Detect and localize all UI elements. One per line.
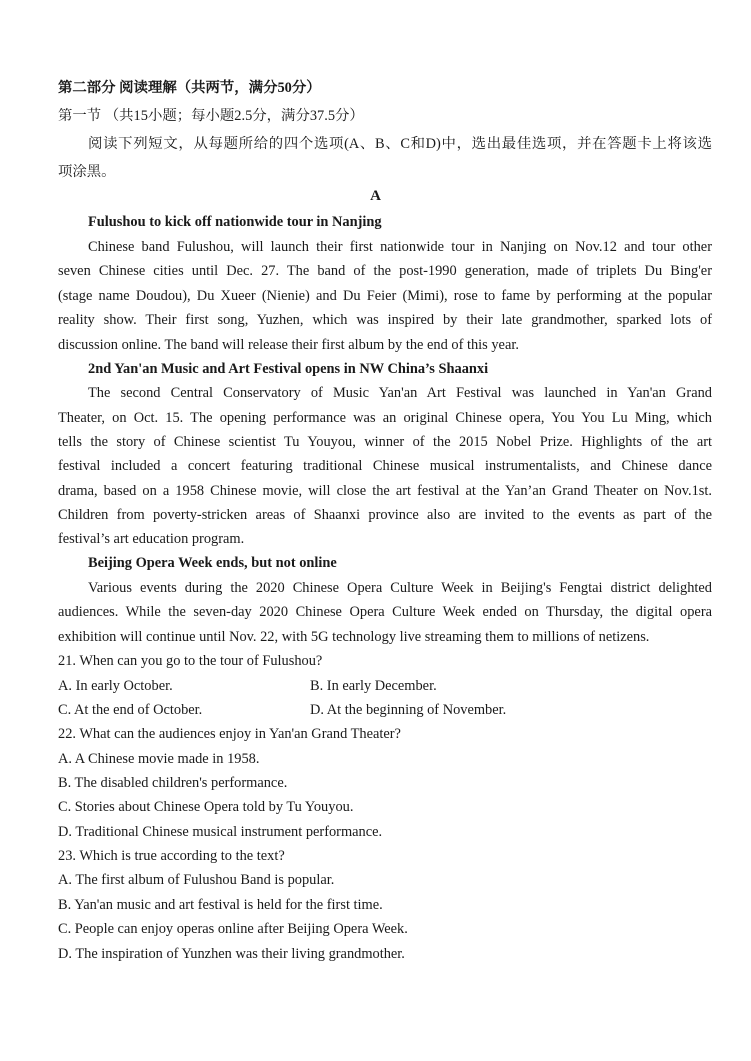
paragraph-line: seven Chinese cities until Dec. 27. The band of the post-1990 generation, made of triplets Du Bing'er — [58, 263, 712, 279]
paragraph-line: Chinese band Fulushou, will launch their first nationwide tour in Nanjing on Nov.12 and tour other — [88, 239, 712, 255]
passage-label: A — [370, 188, 381, 204]
option-line: D. Traditional Chinese musical instrument performance. — [58, 824, 383, 840]
option-label: C. At the end of October. — [58, 702, 203, 718]
paragraph-line: reality show. Their first song, Yuzhen, which was inspired by their late grandmother, sparked lots of — [58, 312, 712, 328]
paragraph-line: Children from poverty-stricken areas of Shaanxi province also are invited to the events as part of the — [58, 507, 712, 523]
option-line: C. Stories about Chinese Opera told by Tu Youyou. — [58, 799, 354, 815]
section-heading-1: Fulushou to kick off nationwide tour in Nanjing — [88, 214, 382, 230]
option-line: B. The disabled children's performance. — [58, 775, 288, 791]
option-label: D. At the beginning of November. — [310, 702, 507, 718]
instruction-line-1: 阅读下列短文，从每题所给的四个选项(A、B、C和D)中，选出最佳选项，并在答题卡上将该选 — [88, 136, 712, 152]
option-a — [58, 678, 437, 695]
question-stem-21: 21. When can you go to the tour of Fulushou? — [58, 653, 323, 669]
paragraph-line: Various events during the 2020 Chinese Opera Culture Week in Beijing's Fengtai district delighted — [88, 580, 712, 596]
instruction-line-2: 项涂黑。 — [58, 164, 116, 180]
part-title: 第二部分 阅读理解（共两节，满分50分） — [58, 80, 321, 96]
option-line: D. The inspiration of Yunzhen was their living grandmother. — [58, 946, 405, 962]
section-heading-3: Beijing Opera Week ends, but not online — [88, 555, 337, 571]
question-stem-23: 23. Which is true according to the text? — [58, 848, 285, 864]
paragraph-line: The second Central Conservatory of Music Yan'an Art Festival was launched in Yan'an Grand — [88, 385, 712, 401]
paragraph-line: audiences. While the seven-day 2020 Chinese Opera Culture Week ended on Thursday, the digital opera — [58, 604, 712, 620]
option-label: B. In early December. — [310, 678, 437, 694]
question-stem-22: 22. What can the audiences enjoy in Yan'an Grand Theater? — [58, 726, 401, 742]
paragraph-line: (stage name Doudou), Du Xueer (Nienie) and Du Feier (Mimi), rose to fame by performing at the popular — [58, 288, 712, 304]
paragraph-line: exhibition will continue until Nov. 22, with 5G technology live streaming them to millions of netizens. — [58, 629, 650, 645]
option-line: C. People can enjoy operas online after Beijing Opera Week. — [58, 921, 408, 937]
section-title: 第一节 （共15小题；每小题2.5分，满分37.5分） — [58, 108, 364, 124]
paragraph-line: drama, based on a 1958 Chinese movie, will close the art festival at the Yan’an Grand Theater on Nov.1st. — [58, 483, 712, 499]
paragraph-line: discussion online. The band will release their first album by the end of this year. — [58, 337, 519, 353]
option-line: A. A Chinese movie made in 1958. — [58, 751, 260, 767]
section-heading-2: 2nd Yan'an Music and Art Festival opens in NW China’s Shaanxi — [88, 361, 489, 377]
paragraph-line: festival included a concert featuring traditional Chinese musical instrumentalists, and Chinese dance — [58, 458, 712, 474]
paragraph-line: tells the story of Chinese scientist Tu Youyou, winner of the 2015 Nobel Prize. Highlights of the art — [58, 434, 712, 450]
paragraph-line: Theater, on Oct. 15. The opening performance was an original Chinese opera, You You Lu Ming, which — [58, 410, 712, 426]
paragraph-line: festival’s art education program. — [58, 531, 245, 547]
option-label: A. In early October. — [58, 678, 173, 694]
option-line: A. The first album of Fulushou Band is popular. — [58, 872, 335, 888]
option-c — [58, 702, 507, 719]
option-line: B. Yan'an music and art festival is held for the first time. — [58, 897, 383, 913]
